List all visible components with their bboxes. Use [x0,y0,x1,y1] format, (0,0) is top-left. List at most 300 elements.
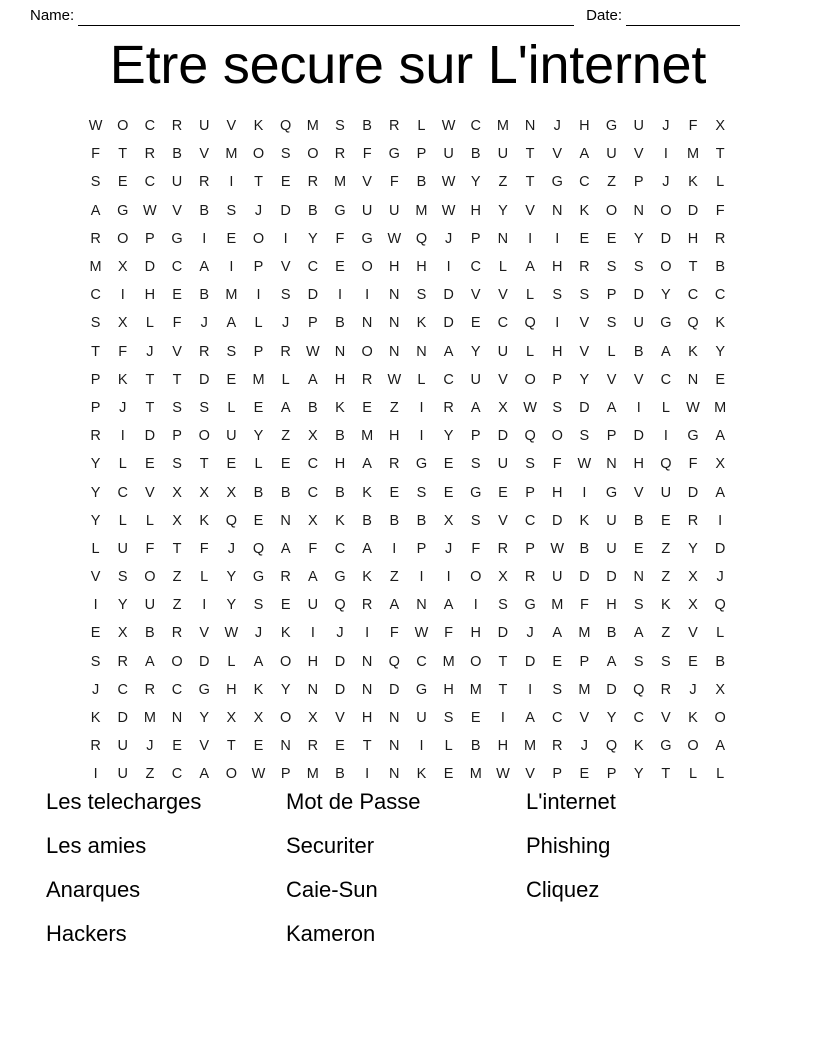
grid-cell[interactable]: U [171,174,183,191]
grid-cell[interactable]: C [171,766,183,783]
grid-cell[interactable]: W [496,766,510,783]
grid-cell[interactable]: E [606,230,617,247]
grid-cell[interactable]: S [416,287,427,304]
grid-cell[interactable]: C [416,653,427,670]
grid-cell[interactable]: B [145,625,155,642]
grid-cell[interactable]: S [498,597,508,614]
grid-cell[interactable]: A [145,653,155,670]
grid-cell[interactable]: I [229,174,234,191]
grid-cell[interactable]: R [280,569,291,586]
grid-cell[interactable]: U [117,766,128,783]
grid-cell[interactable]: Y [470,174,481,191]
grid-cell[interactable]: E [443,456,454,473]
grid-cell[interactable]: L [444,738,453,755]
grid-cell[interactable]: S [552,681,563,698]
grid-cell[interactable]: X [117,625,128,642]
grid-cell[interactable]: R [497,540,509,557]
grid-cell[interactable]: E [498,484,508,501]
grid-cell[interactable]: V [498,512,508,529]
grid-cell[interactable]: W [414,625,429,642]
grid-cell[interactable]: B [335,766,345,783]
grid-cell[interactable]: C [524,512,536,529]
grid-cell[interactable]: E [579,766,590,783]
grid-cell[interactable]: K [579,202,590,219]
grid-cell[interactable]: L [716,766,725,783]
grid-cell[interactable]: D [606,569,617,586]
grid-cell[interactable]: S [117,569,128,586]
grid-cell[interactable]: E [633,540,644,557]
grid-cell[interactable]: T [172,540,182,557]
grid-cell[interactable]: R [687,512,699,529]
date-write-line[interactable] [626,11,740,26]
grid-cell[interactable]: S [552,287,563,304]
name-write-line[interactable] [78,11,574,26]
grid-cell[interactable]: N [606,456,617,473]
grid-cell[interactable]: T [661,766,671,783]
grid-cell[interactable]: E [226,230,237,247]
grid-cell[interactable]: D [307,287,319,304]
grid-cell[interactable]: J [662,174,670,191]
grid-cell[interactable]: I [473,597,478,614]
grid-cell[interactable]: D [198,371,210,388]
grid-cell[interactable]: V [498,371,508,388]
grid-cell[interactable]: V [199,738,210,755]
grid-cell[interactable]: G [660,315,672,332]
grid-cell[interactable]: Y [443,428,454,445]
grid-cell[interactable]: P [525,540,535,557]
grid-cell[interactable]: A [715,428,725,445]
grid-cell[interactable]: S [90,653,101,670]
grid-cell[interactable]: Z [661,540,671,557]
grid-cell[interactable]: D [144,428,156,445]
grid-cell[interactable]: O [117,118,129,135]
grid-cell[interactable]: C [90,287,101,304]
grid-cell[interactable]: R [144,146,156,163]
grid-cell[interactable]: A [307,371,318,388]
grid-cell[interactable]: H [334,456,346,473]
grid-cell[interactable]: V [470,287,481,304]
grid-cell[interactable]: W [88,118,103,135]
grid-cell[interactable]: Q [225,512,237,529]
grid-cell[interactable]: O [524,371,536,388]
grid-cell[interactable]: D [524,653,536,670]
grid-cell[interactable]: W [387,371,402,388]
grid-cell[interactable]: Y [90,484,101,501]
grid-cell[interactable]: J [662,118,670,135]
grid-cell[interactable]: C [144,174,156,191]
grid-cell[interactable]: X [715,118,725,135]
grid-cell[interactable]: N [497,230,509,247]
grid-cell[interactable]: Y [470,343,481,360]
grid-cell[interactable]: E [688,653,698,670]
grid-cell[interactable]: C [307,456,319,473]
grid-cell[interactable]: M [225,146,238,163]
grid-cell[interactable]: N [389,766,400,783]
grid-cell[interactable]: B [335,484,345,501]
grid-cell[interactable]: J [91,681,100,698]
grid-cell[interactable]: U [606,146,617,163]
grid-cell[interactable]: C [470,259,481,276]
grid-cell[interactable]: C [579,174,590,191]
grid-cell[interactable]: E [172,738,182,755]
grid-cell[interactable]: D [334,653,346,670]
grid-cell[interactable]: M [714,399,727,416]
grid-cell[interactable]: H [551,484,563,501]
grid-cell[interactable]: U [389,202,400,219]
grid-cell[interactable]: E [253,399,264,416]
grid-cell[interactable]: E [253,512,264,529]
grid-cell[interactable]: X [498,569,508,586]
grid-cell[interactable]: N [307,681,319,698]
grid-cell[interactable]: I [663,146,668,163]
grid-cell[interactable]: J [553,118,561,135]
grid-cell[interactable]: P [525,484,535,501]
grid-cell[interactable]: X [172,484,182,501]
grid-cell[interactable]: S [199,399,210,416]
grid-cell[interactable]: C [334,540,346,557]
grid-cell[interactable]: I [337,287,342,304]
grid-cell[interactable]: D [714,540,726,557]
grid-cell[interactable]: B [715,653,725,670]
grid-cell[interactable]: E [117,174,128,191]
grid-cell[interactable]: X [117,259,128,276]
grid-cell[interactable]: I [446,259,451,276]
grid-cell[interactable]: S [661,653,671,670]
grid-cell[interactable]: O [605,202,618,219]
grid-cell[interactable]: R [660,681,672,698]
grid-cell[interactable]: B [579,540,590,557]
grid-cell[interactable]: I [419,399,424,416]
grid-cell[interactable]: L [254,315,263,332]
grid-cell[interactable]: E [443,484,454,501]
grid-cell[interactable]: I [93,597,98,614]
grid-cell[interactable]: S [552,399,563,416]
grid-cell[interactable]: I [528,681,533,698]
grid-cell[interactable]: J [227,540,235,557]
grid-cell[interactable]: M [686,146,700,163]
grid-cell[interactable]: P [253,259,264,276]
grid-cell[interactable]: R [171,118,183,135]
grid-cell[interactable]: E [470,315,481,332]
grid-cell[interactable]: K [362,484,372,501]
grid-cell[interactable]: R [443,399,454,416]
grid-cell[interactable]: N [633,569,644,586]
grid-cell[interactable]: X [498,399,508,416]
grid-cell[interactable]: X [226,710,237,727]
grid-cell[interactable]: J [146,343,154,360]
grid-cell[interactable]: R [714,230,726,247]
grid-cell[interactable]: L [118,512,127,529]
grid-cell[interactable]: N [389,738,400,755]
grid-cell[interactable]: Z [389,399,399,416]
grid-cell[interactable]: R [90,428,101,445]
grid-cell[interactable]: I [555,315,560,332]
grid-cell[interactable]: V [226,118,237,135]
grid-cell[interactable]: C [117,484,128,501]
grid-cell[interactable]: F [308,540,318,557]
grid-cell[interactable]: N [389,287,400,304]
grid-cell[interactable]: Z [661,569,671,586]
grid-cell[interactable]: E [226,456,237,473]
word-list-item[interactable]: Anarques [46,877,141,902]
grid-cell[interactable]: T [715,146,725,163]
word-list-item[interactable]: Les amies [46,833,147,858]
grid-cell[interactable]: B [199,287,210,304]
grid-cell[interactable]: R [117,653,128,670]
grid-cell[interactable]: I [202,597,207,614]
grid-cell[interactable]: V [606,371,617,388]
grid-cell[interactable]: A [362,540,372,557]
grid-cell[interactable]: A [579,146,590,163]
grid-cell[interactable]: S [253,597,264,614]
grid-cell[interactable]: T [91,343,100,360]
grid-cell[interactable]: S [579,428,590,445]
grid-cell[interactable]: E [715,371,725,388]
grid-cell[interactable]: I [365,625,370,642]
grid-cell[interactable]: X [117,315,128,332]
grid-cell[interactable]: K [416,315,427,332]
grid-cell[interactable]: Z [172,597,182,614]
grid-cell[interactable]: M [551,597,564,614]
grid-cell[interactable]: P [606,766,617,783]
grid-cell[interactable]: A [606,399,617,416]
grid-cell[interactable]: K [335,399,345,416]
grid-cell[interactable]: F [715,202,725,219]
grid-cell[interactable]: I [365,766,370,783]
grid-cell[interactable]: V [633,484,644,501]
grid-cell[interactable]: L [417,371,426,388]
grid-cell[interactable]: B [335,428,345,445]
grid-cell[interactable]: E [661,512,671,529]
grid-cell[interactable]: K [633,738,644,755]
grid-cell[interactable]: Y [199,710,210,727]
grid-cell[interactable]: S [470,512,481,529]
grid-cell[interactable]: C [443,371,454,388]
grid-cell[interactable]: R [307,174,319,191]
grid-cell[interactable]: O [307,146,319,163]
grid-cell[interactable]: V [688,625,698,642]
grid-cell[interactable]: Y [633,230,644,247]
grid-cell[interactable]: I [392,540,397,557]
grid-cell[interactable]: A [552,625,563,642]
grid-cell[interactable]: X [307,512,318,529]
grid-cell[interactable]: K [335,512,345,529]
grid-cell[interactable]: M [225,287,238,304]
grid-cell[interactable]: N [389,343,400,360]
grid-cell[interactable]: N [416,597,427,614]
word-list-item[interactable]: Kameron [286,921,376,946]
grid-cell[interactable]: J [200,315,208,332]
grid-cell[interactable]: L [91,540,100,557]
grid-cell[interactable]: L [227,399,236,416]
grid-cell[interactable]: F [688,456,698,473]
grid-cell[interactable]: A [307,569,318,586]
grid-cell[interactable]: O [280,710,292,727]
grid-cell[interactable]: T [172,371,182,388]
grid-cell[interactable]: I [528,230,533,247]
grid-cell[interactable]: U [443,146,454,163]
grid-cell[interactable]: M [442,653,455,670]
grid-cell[interactable]: S [172,456,182,473]
grid-cell[interactable]: D [334,681,346,698]
grid-cell[interactable]: R [524,569,536,586]
grid-cell[interactable]: O [252,230,265,247]
grid-cell[interactable]: I [93,766,98,783]
grid-cell[interactable]: D [687,484,699,501]
grid-cell[interactable]: A [199,259,210,276]
grid-cell[interactable]: H [579,118,590,135]
grid-cell[interactable]: A [525,259,535,276]
grid-cell[interactable]: J [580,738,589,755]
grid-cell[interactable]: L [145,315,154,332]
grid-cell[interactable]: R [144,681,156,698]
grid-cell[interactable]: Y [688,540,698,557]
grid-cell[interactable]: N [171,710,183,727]
grid-cell[interactable]: S [443,710,454,727]
grid-cell[interactable]: K [117,371,128,388]
grid-cell[interactable]: L [200,569,209,586]
grid-cell[interactable]: V [335,710,345,727]
grid-cell[interactable]: V [362,174,372,191]
grid-cell[interactable]: J [444,540,453,557]
grid-cell[interactable]: C [660,371,672,388]
grid-cell[interactable]: H [606,597,617,614]
grid-cell[interactable]: F [389,174,399,191]
grid-cell[interactable]: K [416,766,427,783]
grid-cell[interactable]: T [498,681,508,698]
grid-cell[interactable]: I [446,569,451,586]
grid-cell[interactable]: Q [388,653,400,670]
grid-cell[interactable]: G [252,569,265,586]
grid-cell[interactable]: V [525,202,535,219]
grid-cell[interactable]: R [198,343,210,360]
grid-cell[interactable]: F [552,456,562,473]
grid-cell[interactable]: Y [90,456,101,473]
grid-cell[interactable]: C [687,287,699,304]
grid-cell[interactable]: H [361,710,373,727]
grid-cell[interactable]: C [117,681,128,698]
grid-cell[interactable]: S [416,484,427,501]
grid-cell[interactable]: O [280,653,292,670]
grid-cell[interactable]: V [552,146,563,163]
grid-cell[interactable]: H [497,738,509,755]
grid-cell[interactable]: I [202,230,207,247]
grid-cell[interactable]: T [362,738,372,755]
grid-cell[interactable]: D [551,512,563,529]
grid-cell[interactable]: Q [605,738,618,755]
grid-cell[interactable]: R [90,230,101,247]
grid-cell[interactable]: V [633,146,644,163]
grid-cell[interactable]: D [144,259,156,276]
grid-cell[interactable]: O [470,653,482,670]
grid-cell[interactable]: H [334,371,346,388]
grid-cell[interactable]: F [444,625,454,642]
grid-cell[interactable]: K [90,710,101,727]
grid-cell[interactable]: D [660,230,672,247]
grid-cell[interactable]: M [578,625,591,642]
grid-cell[interactable]: T [145,399,155,416]
grid-cell[interactable]: K [715,315,725,332]
grid-cell[interactable]: E [226,371,237,388]
grid-cell[interactable]: B [416,512,427,529]
grid-cell[interactable]: J [336,625,344,642]
grid-cell[interactable]: I [636,399,641,416]
grid-cell[interactable]: J [254,202,263,219]
grid-cell[interactable]: S [90,315,101,332]
grid-cell[interactable]: E [579,230,590,247]
grid-cell[interactable]: O [361,343,373,360]
grid-cell[interactable]: L [607,343,616,360]
grid-cell[interactable]: O [171,653,183,670]
grid-cell[interactable]: I [500,710,505,727]
grid-cell[interactable]: X [688,569,698,586]
grid-cell[interactable]: A [280,399,291,416]
grid-cell[interactable]: U [551,569,563,586]
grid-cell[interactable]: K [661,597,671,614]
grid-cell[interactable]: Q [334,597,346,614]
grid-cell[interactable]: K [280,625,291,642]
grid-cell[interactable]: V [90,569,101,586]
grid-cell[interactable]: M [89,259,102,276]
grid-cell[interactable]: N [361,315,373,332]
grid-cell[interactable]: O [551,428,563,445]
grid-cell[interactable]: R [90,738,101,755]
grid-cell[interactable]: Z [281,428,291,445]
grid-cell[interactable]: D [497,625,509,642]
grid-cell[interactable]: K [253,118,264,135]
grid-cell[interactable]: E [470,710,481,727]
grid-cell[interactable]: Q [524,315,536,332]
grid-cell[interactable]: I [365,287,370,304]
grid-cell[interactable]: H [551,343,563,360]
grid-cell[interactable]: B [199,202,210,219]
grid-cell[interactable]: R [361,371,373,388]
grid-cell[interactable]: C [714,287,726,304]
grid-cell[interactable]: B [633,343,644,360]
grid-cell[interactable]: I [419,428,424,445]
grid-cell[interactable]: T [226,738,236,755]
grid-cell[interactable]: P [280,766,291,783]
grid-cell[interactable]: S [579,287,590,304]
grid-cell[interactable]: F [579,597,589,614]
grid-cell[interactable]: H [144,287,156,304]
grid-cell[interactable]: U [497,146,509,163]
grid-cell[interactable]: G [388,146,400,163]
grid-cell[interactable]: H [389,259,400,276]
grid-cell[interactable]: A [362,456,372,473]
grid-cell[interactable]: R [551,738,563,755]
word-list-item[interactable]: Mot de Passe [286,789,421,814]
grid-cell[interactable]: B [172,146,182,163]
grid-cell[interactable]: H [687,230,699,247]
grid-cell[interactable]: G [605,484,618,501]
grid-cell[interactable]: S [606,315,617,332]
grid-cell[interactable]: P [90,399,101,416]
grid-cell[interactable]: U [633,118,644,135]
grid-cell[interactable]: R [171,625,183,642]
grid-cell[interactable]: I [555,230,560,247]
grid-cell[interactable]: G [334,569,346,586]
grid-cell[interactable]: O [660,259,672,276]
grid-cell[interactable]: Q [714,597,726,614]
grid-cell[interactable]: I [229,259,234,276]
grid-cell[interactable]: V [633,371,644,388]
grid-cell[interactable]: R [389,118,400,135]
grid-cell[interactable]: J [119,399,127,416]
grid-cell[interactable]: S [633,653,644,670]
grid-cell[interactable]: M [415,202,428,219]
grid-cell[interactable]: Q [524,428,536,445]
